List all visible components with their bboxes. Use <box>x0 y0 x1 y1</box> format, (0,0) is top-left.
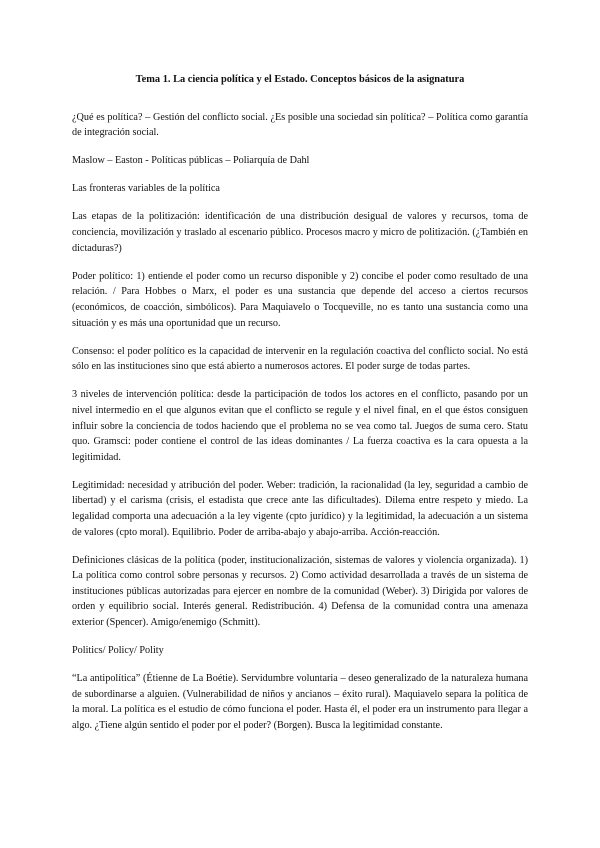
paragraph-politics-policy-polity: Politics/ Policy/ Polity <box>72 645 164 657</box>
paragraph-consensus: Consenso: el poder político es la capacidad de intervenir en la regulación coactiva del conflicto social. No está sólo en las instituciones sino que está abierto a numerosos actores. El poder surge de todas partes. <box>72 345 528 373</box>
paragraph-authors: Maslow – Easton - Políticas públicas – Poliarquía de Dahl <box>72 155 310 167</box>
paragraph-what-is-politics: ¿Qué es política? – Gestión del conflicto social. ¿Es posible una sociedad sin política? – Política como garantía de integración social. <box>72 111 528 139</box>
paragraph-intervention-levels: 3 niveles de intervención política: desde la participación de todos los actores en el conflicto, pasando por un nivel intermedio en el que algunos evitan que el conflicto se regule y el nivel final, en el que éstos consiguen influir sobre la conciencia de todos haciendo que el problema no se vea como tal. Juegos de suma cero. Statu quo. Gramsci: poder contiene el control de las ideas dominantes / La fuerza coactiva es la cara opuesta a la legitimidad. <box>72 389 528 463</box>
paragraph-antipolitics: “La antipolítica” (Étienne de La Boétie). Servidumbre voluntaria – deseo generalizado de la naturaleza humana de subordinarse a alguien. (Vulnerabilidad de niños y ancianos – éxito rural). Maquiavelo separa la política de la moral. La política es el estudio de cómo funciona el poder. Hasta él, el poder era un instrumento para llegar a algo. ¿Tiene algún sentido el poder por el poder? (Borgen). Busca la legitimidad constante. <box>72 673 528 731</box>
document-title: Tema 1. La ciencia política y el Estado. Conceptos básicos de la asignatura <box>135 74 465 85</box>
paragraph-classic-definitions: Definiciones clásicas de la política (poder, institucionalización, sistemas de valores y violencia organizada). 1) La política como control sobre personas y recursos. 2) Como actividad desarrollada a través de un sistema de instituciones públicas autorizadas para ejercer en nombre de la comunidad (Weber). 3) Dirigida por valores de orden y equilibrio social. Interés general. Redistribución. 4) Defensa de la comunidad contra una amenaza exterior (Spencer). Amigo/enemigo (Schmitt). <box>72 554 528 629</box>
paragraph-boundaries: Las fronteras variables de la política <box>72 183 220 195</box>
paragraph-legitimacy: Legitimidad: necesidad y atribución del poder. Weber: tradición, la racionalidad (la ley, seguridad a cambio de libertad) y el carisma (crisis, el estadista que crece ante las dificultades). Dilema entre respeto y miedo. La legalidad comporta una adecuación a la ley vigente (cpto jurídico) y la legitimidad, la adecuación a un sistema de valores (cpto moral). Equilibrio. Poder de arriba-abajo y abajo-arriba. Acción-reacción. <box>72 479 528 538</box>
paragraph-political-power: Poder político: 1) entiende el poder como un recurso disponible y 2) concibe el poder como resultado de una relación. / Para Hobbes o Marx, el poder es una sustancia que depende del acceso a ciertos recursos (económicos, de coacción, simbólicos). Para Maquiavelo o Tocqueville, no es tanto una sustancia como una situación y es más una oportunidad que un recurso. <box>72 270 528 329</box>
paragraph-politicization: Las etapas de la politización: identificación de una distribución desigual de valores y recursos, toma de conciencia, movilización y traslado al escenario público. Procesos macro y micro de politización. (¿También en dictaduras?) <box>72 211 528 254</box>
